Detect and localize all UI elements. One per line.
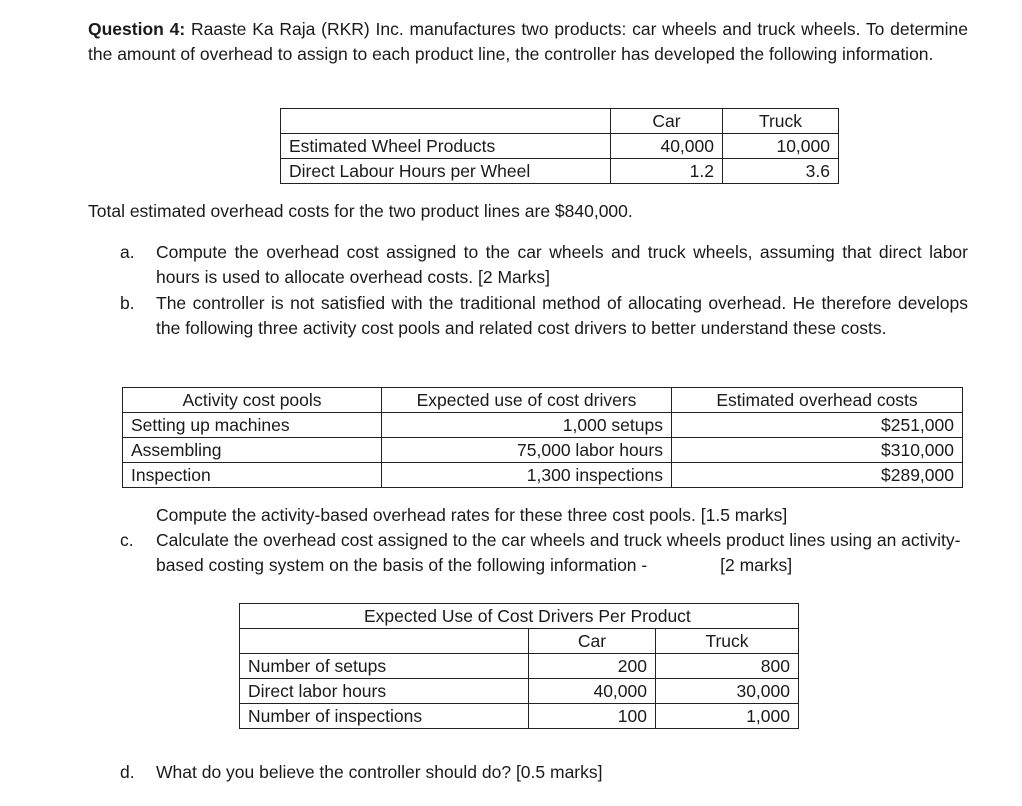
item-d xyxy=(120,760,968,785)
table-cell: 100 xyxy=(529,704,656,729)
table-cell: Assembling xyxy=(123,438,382,463)
item-b-rates xyxy=(120,503,968,528)
table-header-cell: Car xyxy=(529,629,656,654)
table-header-cell: Car xyxy=(611,109,723,134)
table-title-cell: Expected Use of Cost Drivers Per Product xyxy=(240,604,799,629)
item-c xyxy=(120,528,968,578)
table-row xyxy=(240,654,799,679)
table-row xyxy=(123,463,963,488)
table-row xyxy=(240,604,799,629)
item-c-label: c. xyxy=(120,530,134,550)
table-cell: 40,000 xyxy=(529,679,656,704)
table-cell: $251,000 xyxy=(672,413,963,438)
table-header-cell: Activity cost pools xyxy=(123,388,382,413)
table-cell: 1,000 setups xyxy=(382,413,672,438)
table-cell: Direct Labour Hours per Wheel xyxy=(281,159,611,184)
cost-drivers-per-product-table xyxy=(239,603,799,729)
table-row xyxy=(281,109,839,134)
table-cell: 3.6 xyxy=(723,159,839,184)
item-c-marks: [2 marks] xyxy=(720,555,793,575)
table-cell: 200 xyxy=(529,654,656,679)
wheel-products-table xyxy=(280,108,839,184)
item-b-label: b. xyxy=(120,293,135,313)
table-row xyxy=(240,704,799,729)
table-header-cell: Truck xyxy=(723,109,839,134)
table-cell: Direct labor hours xyxy=(240,679,529,704)
table-row xyxy=(281,134,839,159)
table-cell: 1,000 xyxy=(656,704,799,729)
question-label: Question 4: xyxy=(88,19,186,39)
table-header-cell: Expected use of cost drivers xyxy=(382,388,672,413)
table-cell: $289,000 xyxy=(672,463,963,488)
table-row xyxy=(240,679,799,704)
total-overhead-text: Total estimated overhead costs for the two product lines are $840,000. xyxy=(88,201,633,221)
table-cell: Estimated Wheel Products xyxy=(281,134,611,159)
question-intro xyxy=(88,17,968,67)
item-d-label: d. xyxy=(120,762,135,782)
item-b-text: The controller is not satisfied with the traditional method of allocating overhead. He therefore develops the following three activity cost pools and related cost drivers to better understand these costs. xyxy=(156,293,968,338)
item-c-body xyxy=(156,528,968,578)
item-b-rates-text: Compute the activity-based overhead rates for these three cost pools. [1.5 marks] xyxy=(156,505,788,525)
table-row xyxy=(240,629,799,654)
table-cell: 1.2 xyxy=(611,159,723,184)
table-cell: $310,000 xyxy=(672,438,963,463)
question-intro-text: Raaste Ka Raja (RKR) Inc. manufactures two products: car wheels and truck wheels. To determine the amount of overhead to assign to each product line, the controller has developed the following information. xyxy=(88,19,968,64)
table-row xyxy=(123,413,963,438)
table-cell: 10,000 xyxy=(723,134,839,159)
table-row xyxy=(123,438,963,463)
item-a-text: Compute the overhead cost assigned to the car wheels and truck wheels, assuming that direct labor hours is used to allocate overhead costs. [2 Marks] xyxy=(156,242,968,287)
item-b xyxy=(120,291,968,341)
item-d-text: What do you believe the controller should do? [0.5 marks] xyxy=(156,762,603,782)
table-cell: Number of inspections xyxy=(240,704,529,729)
item-a xyxy=(120,240,968,290)
table-row xyxy=(281,159,839,184)
table-cell: 1,300 inspections xyxy=(382,463,672,488)
item-a-label: a. xyxy=(120,242,135,262)
table-row xyxy=(123,388,963,413)
table-cell: 800 xyxy=(656,654,799,679)
table-header-cell: Estimated overhead costs xyxy=(672,388,963,413)
table-cell: 40,000 xyxy=(611,134,723,159)
table-cell: Number of setups xyxy=(240,654,529,679)
table-cell: Setting up machines xyxy=(123,413,382,438)
table-header-cell xyxy=(281,109,611,134)
item-c-text: Calculate the overhead cost assigned to the car wheels and truck wheels product lines using an activity-based costing system on the basis of the following information - xyxy=(156,530,961,575)
table-cell: Inspection xyxy=(123,463,382,488)
table-header-cell: Truck xyxy=(656,629,799,654)
table-cell: 30,000 xyxy=(656,679,799,704)
table-header-cell xyxy=(240,629,529,654)
table-cell: 75,000 labor hours xyxy=(382,438,672,463)
activity-cost-pools-table xyxy=(122,387,963,488)
